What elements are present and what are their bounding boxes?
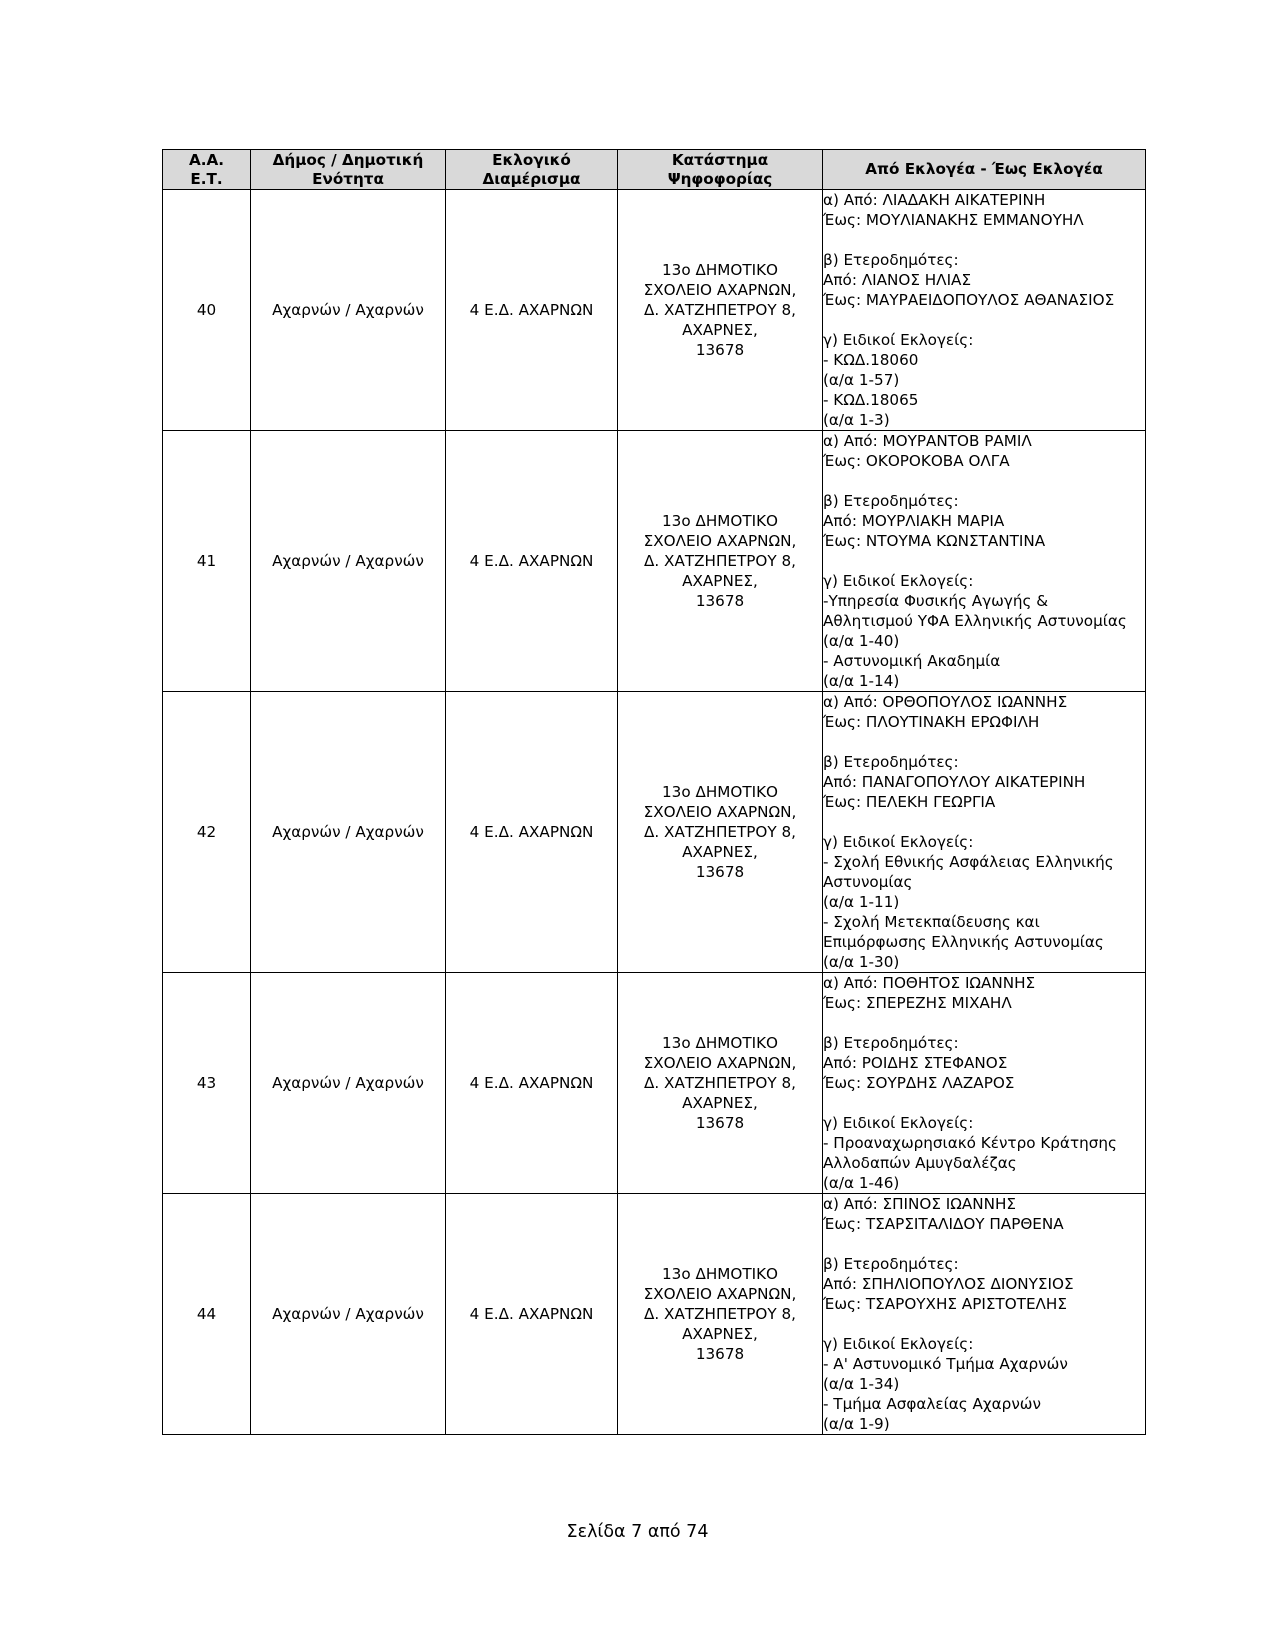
voter-range-line: Έως: ΟΚΟΡΟΚΟΒΑ ΟΛΓΑ: [823, 452, 1010, 470]
voter-range-line: - Αστυνομική Ακαδημία: [823, 652, 1001, 670]
header-line: Ψηφοφορίας: [667, 169, 773, 188]
voter-range-line: Από: ΛΙΑΝΟΣ ΗΛΙΑΣ: [823, 271, 972, 289]
voter-range-line: α) Από: ΛΙΑΔΑΚΗ ΑΙΚΑΤΕΡΙΝΗ: [823, 191, 1046, 209]
voter-range-line: - Προαναχωρησιακό Κέντρο Κράτησης: [823, 1134, 1117, 1152]
katastima-line: ΣΧΟΛΕΙΟ ΑΧΑΡΝΩΝ,: [643, 803, 797, 821]
cell-katastima: [618, 431, 823, 692]
cell-katastima: [618, 1194, 823, 1435]
cell-dimos: Αχαρνών / Αχαρνών: [251, 1194, 446, 1435]
cell-diamerisma: 4 Ε.Δ. ΑΧΑΡΝΩΝ: [446, 431, 618, 692]
katastima-line: 13ο ΔΗΜΟΤΙΚΟ: [662, 783, 778, 801]
voter-range-line: - Τμήμα Ασφαλείας Αχαρνών: [823, 1395, 1042, 1413]
header-line: Εκλογικό: [492, 150, 571, 169]
katastima-line: ΑΧΑΡΝΕΣ,: [682, 1325, 758, 1343]
katastima-line: 13ο ΔΗΜΟΤΙΚΟ: [662, 1034, 778, 1052]
blank-line: [823, 551, 1145, 571]
voter-range-line: α) Από: ΜΟΥΡΑΝΤΟΒ ΡΑΜΙΛ: [823, 432, 1032, 450]
katastima-line: ΑΧΑΡΝΕΣ,: [682, 843, 758, 861]
table-row: [163, 973, 1146, 1194]
blank-line: [823, 1234, 1145, 1254]
header-line: Από Εκλογέα - Έως Εκλογέα: [865, 160, 1103, 178]
table-row: [163, 431, 1146, 692]
voter-range-line: Έως: ΜΑΥΡΑΕΙΔΟΠΟΥΛΟΣ ΑΘΑΝΑΣΙΟΣ: [823, 291, 1115, 309]
header-line: Δήμος / Δημοτική: [272, 150, 424, 169]
table-row: [163, 692, 1146, 973]
table-header-row: [163, 150, 1146, 190]
voter-range-line: (α/α 1-11): [823, 893, 900, 911]
cell-dimos: Αχαρνών / Αχαρνών: [251, 190, 446, 431]
header-line: Διαμέρισμα: [482, 169, 581, 188]
katastima-line: ΑΧΑΡΝΕΣ,: [682, 321, 758, 339]
voter-range-line: γ) Ειδικοί Εκλογείς:: [823, 1335, 974, 1353]
voter-range-line: - Α' Αστυνομικό Τμήμα Αχαρνών: [823, 1355, 1068, 1373]
cell-dimos: Αχαρνών / Αχαρνών: [251, 692, 446, 973]
cell-dimos: Αχαρνών / Αχαρνών: [251, 431, 446, 692]
voter-range-line: - Σχολή Εθνικής Ασφάλειας Ελληνικής: [823, 853, 1114, 871]
voter-range-line: Από: ΡΟΙΔΗΣ ΣΤΕΦΑΝΟΣ: [823, 1054, 1008, 1072]
voter-range-line: α) Από: ΟΡΘΟΠΟΥΛΟΣ ΙΩΑΝΝΗΣ: [823, 693, 1068, 711]
blank-line: [823, 1314, 1145, 1334]
voter-range-line: α) Από: ΠΟΘΗΤΟΣ ΙΩΑΝΝΗΣ: [823, 974, 1036, 992]
voter-range-line: - ΚΩΔ.18065: [823, 391, 919, 409]
header-diamerisma: [446, 150, 618, 190]
header-katastima: [618, 150, 823, 190]
cell-katastima: [618, 692, 823, 973]
header-line: Α.Α.: [188, 150, 225, 169]
cell-diamerisma: 4 Ε.Δ. ΑΧΑΡΝΩΝ: [446, 692, 618, 973]
cell-aa: 44: [163, 1194, 251, 1435]
katastima-line: ΣΧΟΛΕΙΟ ΑΧΑΡΝΩΝ,: [643, 1054, 797, 1072]
voter-range-line: (α/α 1-46): [823, 1174, 900, 1192]
voter-range-line: γ) Ειδικοί Εκλογείς:: [823, 1114, 974, 1132]
katastima-line: Δ. ΧΑΤΖΗΠΕΤΡΟΥ 8,: [644, 552, 796, 570]
voter-range-line: Αθλητισμού ΥΦΑ Ελληνικής Αστυνομίας: [823, 612, 1127, 630]
katastima-line: ΣΧΟΛΕΙΟ ΑΧΑΡΝΩΝ,: [643, 1285, 797, 1303]
blank-line: [823, 471, 1145, 491]
table-body: [163, 190, 1146, 1435]
header-eklogeis: [823, 150, 1146, 190]
voter-range-line: Αστυνομίας: [823, 873, 913, 891]
table-row: [163, 1194, 1146, 1435]
katastima-line: 13ο ΔΗΜΟΤΙΚΟ: [662, 512, 778, 530]
blank-line: [823, 732, 1145, 752]
voter-range-line: (α/α 1-40): [823, 632, 900, 650]
blank-line: [823, 1013, 1145, 1033]
voter-range-line: (α/α 1-14): [823, 672, 900, 690]
cell-katastima: [618, 973, 823, 1194]
katastima-line: Δ. ΧΑΤΖΗΠΕΤΡΟΥ 8,: [644, 1305, 796, 1323]
voter-range-line: Από: ΠΑΝΑΓΟΠΟΥΛΟΥ ΑΙΚΑΤΕΡΙΝΗ: [823, 773, 1086, 791]
voter-range-line: β) Ετεροδημότες:: [823, 492, 959, 510]
polling-stations-table: [162, 149, 1146, 1435]
katastima-line: 13ο ΔΗΜΟΤΙΚΟ: [662, 261, 778, 279]
voter-range-line: Έως: ΣΠΕΡΕΖΗΣ ΜΙΧΑΗΛ: [823, 994, 1012, 1012]
cell-eklogeis: [823, 692, 1146, 973]
katastima-line: 13678: [695, 863, 745, 881]
voter-range-line: α) Από: ΣΠΙΝΟΣ ΙΩΑΝΝΗΣ: [823, 1195, 1016, 1213]
blank-line: [823, 310, 1145, 330]
katastima-line: ΑΧΑΡΝΕΣ,: [682, 1094, 758, 1112]
voter-range-line: γ) Ειδικοί Εκλογείς:: [823, 331, 974, 349]
katastima-line: 13ο ΔΗΜΟΤΙΚΟ: [662, 1265, 778, 1283]
voter-range-line: Έως: ΤΣΑΡΟΥΧΗΣ ΑΡΙΣΤΟΤΕΛΗΣ: [823, 1295, 1067, 1313]
voter-range-line: Έως: ΠΕΛΕΚΗ ΓΕΩΡΓΙΑ: [823, 793, 996, 811]
header-line: Ενότητα: [312, 169, 384, 188]
blank-line: [823, 1093, 1145, 1113]
katastima-line: Δ. ΧΑΤΖΗΠΕΤΡΟΥ 8,: [644, 301, 796, 319]
blank-line: [823, 230, 1145, 250]
cell-diamerisma: 4 Ε.Δ. ΑΧΑΡΝΩΝ: [446, 973, 618, 1194]
voter-range-line: γ) Ειδικοί Εκλογείς:: [823, 572, 974, 590]
voter-range-line: (α/α 1-9): [823, 1415, 890, 1433]
table-row: [163, 190, 1146, 431]
header-line: Ε.Τ.: [190, 169, 223, 188]
voter-range-line: - Σχολή Μετεκπαίδευσης και: [823, 913, 1040, 931]
cell-eklogeis: [823, 190, 1146, 431]
blank-line: [823, 812, 1145, 832]
katastima-line: 13678: [695, 1114, 745, 1132]
voter-range-line: (α/α 1-57): [823, 371, 900, 389]
voter-range-line: Αλλοδαπών Αμυγδαλέζας: [823, 1154, 1017, 1172]
voter-range-line: Έως: ΝΤΟΥΜΑ ΚΩΝΣΤΑΝΤΙΝΑ: [823, 532, 1046, 550]
voter-range-line: Έως: ΣΟΥΡΔΗΣ ΛΑΖΑΡΟΣ: [823, 1074, 1015, 1092]
header-aa: [163, 150, 251, 190]
katastima-line: ΑΧΑΡΝΕΣ,: [682, 572, 758, 590]
header-line: Κατάστημα: [671, 150, 769, 169]
voter-range-line: Έως: ΤΣΑΡΣΙΤΑΛΙΔΟΥ ΠΑΡΘΕΝΑ: [823, 1215, 1064, 1233]
cell-katastima: [618, 190, 823, 431]
cell-dimos: Αχαρνών / Αχαρνών: [251, 973, 446, 1194]
cell-aa: 42: [163, 692, 251, 973]
voter-range-line: - ΚΩΔ.18060: [823, 351, 919, 369]
voter-range-line: Έως: ΜΟΥΛΙΑΝΑΚΗΣ ΕΜΜΑΝΟΥΗΛ: [823, 211, 1084, 229]
voter-range-line: Έως: ΠΛΟΥΤΙΝΑΚΗ ΕΡΩΦΙΛΗ: [823, 713, 1040, 731]
voter-range-line: γ) Ειδικοί Εκλογείς:: [823, 833, 974, 851]
cell-diamerisma: 4 Ε.Δ. ΑΧΑΡΝΩΝ: [446, 1194, 618, 1435]
katastima-line: Δ. ΧΑΤΖΗΠΕΤΡΟΥ 8,: [644, 823, 796, 841]
katastima-line: Δ. ΧΑΤΖΗΠΕΤΡΟΥ 8,: [644, 1074, 796, 1092]
voter-range-line: β) Ετεροδημότες:: [823, 1255, 959, 1273]
voter-range-line: Από: ΜΟΥΡΛΙΑΚΗ ΜΑΡΙΑ: [823, 512, 1005, 530]
voter-range-line: (α/α 1-34): [823, 1375, 900, 1393]
cell-aa: 41: [163, 431, 251, 692]
katastima-line: ΣΧΟΛΕΙΟ ΑΧΑΡΝΩΝ,: [643, 281, 797, 299]
voter-range-line: -Υπηρεσία Φυσικής Αγωγής &: [823, 592, 1049, 610]
voter-range-line: (α/α 1-3): [823, 411, 890, 429]
katastima-line: 13678: [695, 592, 745, 610]
cell-aa: 40: [163, 190, 251, 431]
katastima-line: 13678: [695, 341, 745, 359]
katastima-line: ΣΧΟΛΕΙΟ ΑΧΑΡΝΩΝ,: [643, 532, 797, 550]
katastima-line: 13678: [695, 1345, 745, 1363]
voter-range-line: β) Ετεροδημότες:: [823, 251, 959, 269]
header-dimos: [251, 150, 446, 190]
cell-eklogeis: [823, 1194, 1146, 1435]
voter-range-line: Επιμόρφωσης Ελληνικής Αστυνομίας: [823, 933, 1104, 951]
voter-range-line: β) Ετεροδημότες:: [823, 1034, 959, 1052]
cell-eklogeis: [823, 973, 1146, 1194]
cell-aa: 43: [163, 973, 251, 1194]
page-number: Σελίδα 7 από 74: [566, 1522, 709, 1542]
cell-eklogeis: [823, 431, 1146, 692]
voter-range-line: β) Ετεροδημότες:: [823, 753, 959, 771]
voter-range-line: Από: ΣΠΗΛΙΟΠΟΥΛΟΣ ΔΙΟΝΥΣΙΟΣ: [823, 1275, 1074, 1293]
voter-range-line: (α/α 1-30): [823, 953, 900, 971]
cell-diamerisma: 4 Ε.Δ. ΑΧΑΡΝΩΝ: [446, 190, 618, 431]
